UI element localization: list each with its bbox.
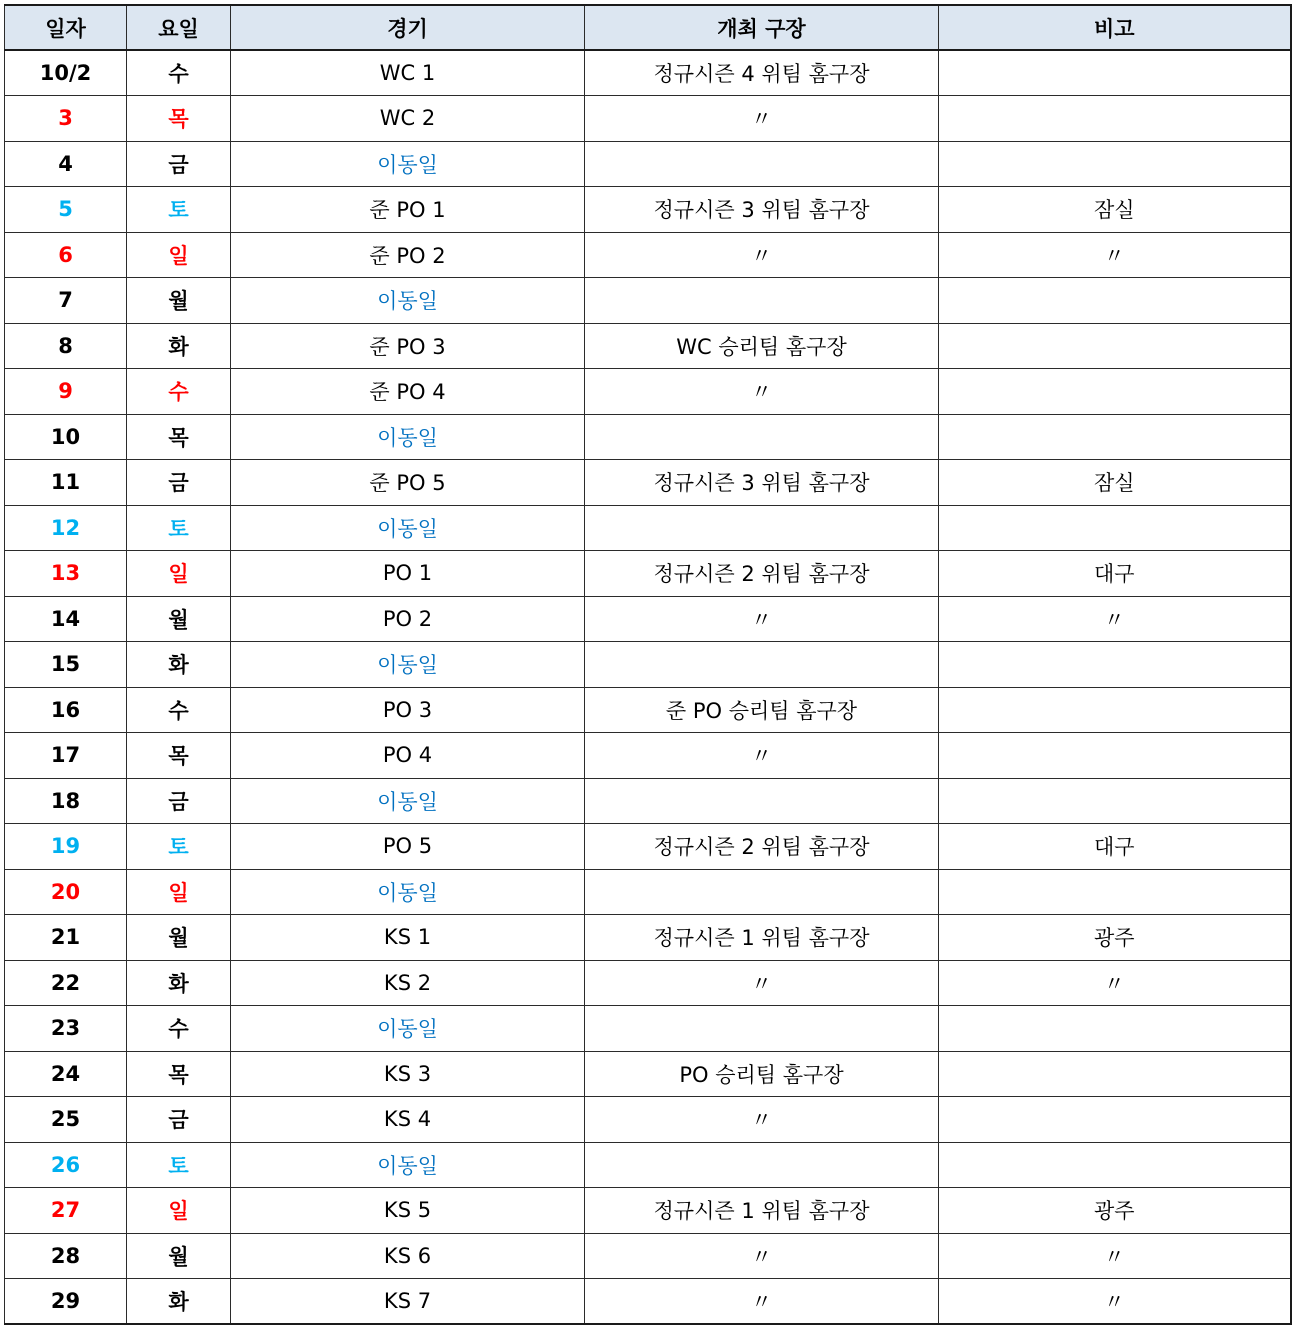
date-cell: 12 <box>5 505 127 551</box>
table-row <box>5 323 1291 369</box>
header-day: 요일 <box>127 5 231 50</box>
day-cell: 월 <box>127 1233 231 1279</box>
note-cell <box>939 414 1291 460</box>
game-cell: 이동일 <box>231 414 585 460</box>
venue-cell: 정규시즌 3 위팀 홈구장 <box>585 460 939 506</box>
date-cell: 4 <box>5 141 127 187</box>
date-cell: 25 <box>5 1097 127 1143</box>
day-cell: 화 <box>127 323 231 369</box>
note-cell: 광주 <box>939 1188 1291 1234</box>
note-cell: 잠실 <box>939 187 1291 233</box>
header-note: 비고 <box>939 5 1291 50</box>
note-cell <box>939 505 1291 551</box>
header-date: 일자 <box>5 5 127 50</box>
note-cell: 잠실 <box>939 460 1291 506</box>
game-cell: PO 3 <box>231 687 585 733</box>
game-cell: PO 4 <box>231 733 585 779</box>
table-row <box>5 824 1291 870</box>
note-cell: 〃 <box>939 1279 1291 1325</box>
table-row <box>5 596 1291 642</box>
date-cell: 13 <box>5 551 127 597</box>
venue-cell: 준 PO 승리팀 홈구장 <box>585 687 939 733</box>
note-cell: 〃 <box>939 960 1291 1006</box>
table-row <box>5 733 1291 779</box>
note-cell <box>939 687 1291 733</box>
table-row <box>5 505 1291 551</box>
table-row <box>5 1279 1291 1325</box>
game-cell: 준 PO 2 <box>231 232 585 278</box>
game-cell: 준 PO 1 <box>231 187 585 233</box>
table-body <box>5 50 1291 1324</box>
venue-cell: 정규시즌 4 위팀 홈구장 <box>585 50 939 96</box>
date-cell: 6 <box>5 232 127 278</box>
venue-cell: 〃 <box>585 1279 939 1325</box>
table-row <box>5 960 1291 1006</box>
venue-cell <box>585 1006 939 1052</box>
game-cell: KS 5 <box>231 1188 585 1234</box>
game-cell: KS 6 <box>231 1233 585 1279</box>
venue-cell <box>585 778 939 824</box>
day-cell: 금 <box>127 460 231 506</box>
day-cell: 금 <box>127 141 231 187</box>
venue-cell <box>585 278 939 324</box>
note-cell: 대구 <box>939 824 1291 870</box>
day-cell: 금 <box>127 778 231 824</box>
table-row <box>5 187 1291 233</box>
table-row <box>5 369 1291 415</box>
note-cell <box>939 733 1291 779</box>
venue-cell: 〃 <box>585 733 939 779</box>
note-cell <box>939 1006 1291 1052</box>
game-cell: 이동일 <box>231 505 585 551</box>
note-cell: 〃 <box>939 1233 1291 1279</box>
venue-cell: WC 승리팀 홈구장 <box>585 323 939 369</box>
note-cell: 〃 <box>939 232 1291 278</box>
day-cell: 토 <box>127 824 231 870</box>
game-cell: KS 1 <box>231 915 585 961</box>
table-row <box>5 460 1291 506</box>
day-cell: 수 <box>127 1006 231 1052</box>
date-cell: 29 <box>5 1279 127 1325</box>
note-cell <box>939 96 1291 142</box>
venue-cell <box>585 414 939 460</box>
day-cell: 토 <box>127 505 231 551</box>
header-row <box>5 5 1291 50</box>
day-cell: 화 <box>127 1279 231 1325</box>
date-cell: 9 <box>5 369 127 415</box>
table-row <box>5 1006 1291 1052</box>
day-cell: 금 <box>127 1097 231 1143</box>
table-row <box>5 50 1291 96</box>
table-row <box>5 1188 1291 1234</box>
day-cell: 토 <box>127 1142 231 1188</box>
day-cell: 목 <box>127 96 231 142</box>
day-cell: 수 <box>127 369 231 415</box>
note-cell <box>939 323 1291 369</box>
venue-cell: 정규시즌 2 위팀 홈구장 <box>585 551 939 597</box>
day-cell: 월 <box>127 596 231 642</box>
day-cell: 화 <box>127 960 231 1006</box>
game-cell: 준 PO 5 <box>231 460 585 506</box>
date-cell: 18 <box>5 778 127 824</box>
date-cell: 21 <box>5 915 127 961</box>
venue-cell: 〃 <box>585 960 939 1006</box>
venue-cell: 정규시즌 3 위팀 홈구장 <box>585 187 939 233</box>
table-row <box>5 1051 1291 1097</box>
table-row <box>5 642 1291 688</box>
day-cell: 월 <box>127 278 231 324</box>
day-cell: 월 <box>127 915 231 961</box>
date-cell: 26 <box>5 1142 127 1188</box>
game-cell: 이동일 <box>231 778 585 824</box>
table-row <box>5 232 1291 278</box>
game-cell: KS 7 <box>231 1279 585 1325</box>
note-cell: 대구 <box>939 551 1291 597</box>
day-cell: 화 <box>127 642 231 688</box>
day-cell: 일 <box>127 869 231 915</box>
note-cell <box>939 369 1291 415</box>
venue-cell <box>585 141 939 187</box>
day-cell: 수 <box>127 50 231 96</box>
game-cell: WC 2 <box>231 96 585 142</box>
table-header <box>5 5 1291 50</box>
date-cell: 19 <box>5 824 127 870</box>
schedule-table <box>4 4 1292 1325</box>
table-row <box>5 915 1291 961</box>
date-cell: 10/2 <box>5 50 127 96</box>
game-cell: 이동일 <box>231 1006 585 1052</box>
date-cell: 22 <box>5 960 127 1006</box>
table-row <box>5 1097 1291 1143</box>
note-cell <box>939 1142 1291 1188</box>
table-row <box>5 778 1291 824</box>
venue-cell: 〃 <box>585 1097 939 1143</box>
game-cell: PO 5 <box>231 824 585 870</box>
game-cell: PO 2 <box>231 596 585 642</box>
date-cell: 10 <box>5 414 127 460</box>
table-row <box>5 1233 1291 1279</box>
day-cell: 목 <box>127 414 231 460</box>
note-cell <box>939 141 1291 187</box>
game-cell: 이동일 <box>231 869 585 915</box>
game-cell: 이동일 <box>231 642 585 688</box>
note-cell <box>939 1051 1291 1097</box>
venue-cell: 정규시즌 1 위팀 홈구장 <box>585 1188 939 1234</box>
date-cell: 5 <box>5 187 127 233</box>
game-cell: 이동일 <box>231 1142 585 1188</box>
date-cell: 3 <box>5 96 127 142</box>
venue-cell: 〃 <box>585 596 939 642</box>
day-cell: 목 <box>127 733 231 779</box>
game-cell: KS 3 <box>231 1051 585 1097</box>
note-cell <box>939 278 1291 324</box>
note-cell <box>939 50 1291 96</box>
game-cell: 준 PO 4 <box>231 369 585 415</box>
venue-cell: 정규시즌 1 위팀 홈구장 <box>585 915 939 961</box>
date-cell: 20 <box>5 869 127 915</box>
date-cell: 24 <box>5 1051 127 1097</box>
note-cell <box>939 642 1291 688</box>
venue-cell: PO 승리팀 홈구장 <box>585 1051 939 1097</box>
table-row <box>5 141 1291 187</box>
date-cell: 15 <box>5 642 127 688</box>
table-row <box>5 687 1291 733</box>
date-cell: 28 <box>5 1233 127 1279</box>
day-cell: 일 <box>127 1188 231 1234</box>
game-cell: KS 4 <box>231 1097 585 1143</box>
table-row <box>5 869 1291 915</box>
game-cell: 이동일 <box>231 278 585 324</box>
note-cell <box>939 1097 1291 1143</box>
venue-cell <box>585 869 939 915</box>
note-cell: 〃 <box>939 596 1291 642</box>
venue-cell <box>585 1142 939 1188</box>
date-cell: 14 <box>5 596 127 642</box>
day-cell: 일 <box>127 232 231 278</box>
table-row <box>5 278 1291 324</box>
note-cell: 광주 <box>939 915 1291 961</box>
venue-cell: 정규시즌 2 위팀 홈구장 <box>585 824 939 870</box>
table-row <box>5 96 1291 142</box>
day-cell: 수 <box>127 687 231 733</box>
date-cell: 8 <box>5 323 127 369</box>
venue-cell: 〃 <box>585 232 939 278</box>
day-cell: 토 <box>127 187 231 233</box>
game-cell: KS 2 <box>231 960 585 1006</box>
venue-cell: 〃 <box>585 1233 939 1279</box>
date-cell: 27 <box>5 1188 127 1234</box>
date-cell: 7 <box>5 278 127 324</box>
game-cell: WC 1 <box>231 50 585 96</box>
date-cell: 16 <box>5 687 127 733</box>
game-cell: PO 1 <box>231 551 585 597</box>
note-cell <box>939 778 1291 824</box>
table-row <box>5 551 1291 597</box>
table-row <box>5 414 1291 460</box>
venue-cell: 〃 <box>585 96 939 142</box>
day-cell: 일 <box>127 551 231 597</box>
date-cell: 17 <box>5 733 127 779</box>
note-cell <box>939 869 1291 915</box>
venue-cell <box>585 505 939 551</box>
venue-cell: 〃 <box>585 369 939 415</box>
venue-cell <box>585 642 939 688</box>
day-cell: 목 <box>127 1051 231 1097</box>
header-game: 경기 <box>231 5 585 50</box>
date-cell: 11 <box>5 460 127 506</box>
table-row <box>5 1142 1291 1188</box>
game-cell: 준 PO 3 <box>231 323 585 369</box>
date-cell: 23 <box>5 1006 127 1052</box>
game-cell: 이동일 <box>231 141 585 187</box>
header-venue: 개최 구장 <box>585 5 939 50</box>
